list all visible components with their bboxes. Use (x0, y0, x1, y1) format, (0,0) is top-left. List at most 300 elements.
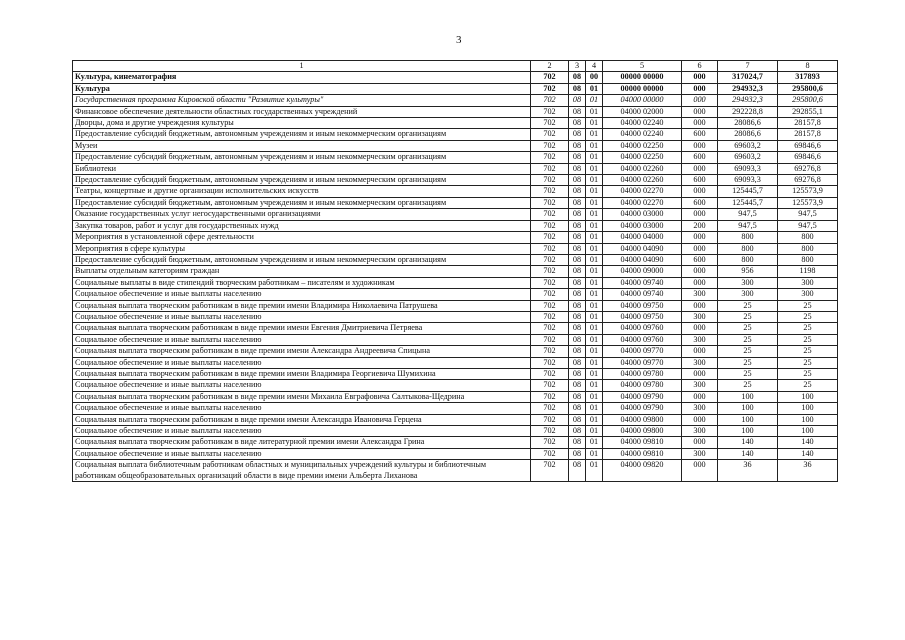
row-value-cell: 702 (531, 357, 569, 368)
row-value-cell: 01 (586, 357, 603, 368)
row-value-cell: 08 (569, 140, 586, 151)
row-value-cell: 08 (569, 414, 586, 425)
row-value-cell: 140 (718, 437, 778, 448)
row-value-cell: 125445,7 (718, 197, 778, 208)
row-name-cell: Дворцы, дома и другие учреждения культуры (73, 118, 531, 129)
table-row (73, 277, 838, 288)
table-row (73, 106, 838, 117)
row-value-cell: 08 (569, 163, 586, 174)
row-value-cell: 300 (682, 334, 718, 345)
row-value-cell: 947,5 (718, 220, 778, 231)
row-value-cell: 08 (569, 118, 586, 129)
row-value-cell: 08 (569, 277, 586, 288)
row-value-cell: 08 (569, 83, 586, 94)
row-value-cell: 317024,7 (718, 72, 778, 83)
header-cell: 7 (718, 61, 778, 72)
row-value-cell: 25 (778, 311, 838, 322)
table-row (73, 186, 838, 197)
row-value-cell: 702 (531, 426, 569, 437)
row-value-cell: 702 (531, 232, 569, 243)
row-value-cell: 702 (531, 346, 569, 357)
row-value-cell: 01 (586, 266, 603, 277)
row-value-cell: 01 (586, 323, 603, 334)
row-value-cell: 000 (682, 83, 718, 94)
row-value-cell: 08 (569, 346, 586, 357)
row-value-cell: 000 (682, 437, 718, 448)
row-value-cell: 294932,3 (718, 95, 778, 106)
row-value-cell: 702 (531, 437, 569, 448)
row-value-cell: 295800,6 (778, 95, 838, 106)
row-value-cell: 08 (569, 209, 586, 220)
table-row (73, 334, 838, 345)
row-value-cell: 01 (586, 437, 603, 448)
row-value-cell: 702 (531, 323, 569, 334)
row-value-cell: 28086,6 (718, 118, 778, 129)
table-row (73, 175, 838, 186)
row-value-cell: 702 (531, 311, 569, 322)
row-value-cell: 702 (531, 95, 569, 106)
row-value-cell: 702 (531, 254, 569, 265)
row-value-cell: 702 (531, 197, 569, 208)
table-row (73, 346, 838, 357)
row-value-cell: 702 (531, 129, 569, 140)
row-value-cell: 100 (718, 391, 778, 402)
row-value-cell: 04000 03000 (603, 209, 682, 220)
row-value-cell: 01 (586, 83, 603, 94)
row-value-cell: 25 (718, 380, 778, 391)
row-name-cell: Выплаты отдельным категориям граждан (73, 266, 531, 277)
row-value-cell: 01 (586, 243, 603, 254)
row-value-cell: 01 (586, 186, 603, 197)
row-value-cell: 100 (718, 403, 778, 414)
row-value-cell: 702 (531, 300, 569, 311)
row-value-cell: 01 (586, 197, 603, 208)
row-value-cell: 01 (586, 346, 603, 357)
row-value-cell: 000 (682, 414, 718, 425)
row-value-cell: 300 (718, 289, 778, 300)
row-value-cell: 08 (569, 106, 586, 117)
row-value-cell: 294932,3 (718, 83, 778, 94)
row-value-cell: 01 (586, 254, 603, 265)
row-value-cell: 04000 03000 (603, 220, 682, 231)
row-name-cell: Оказание государственных услуг негосударственными организациями (73, 209, 531, 220)
row-value-cell: 800 (718, 243, 778, 254)
row-name-cell: Музеи (73, 140, 531, 151)
row-value-cell: 04000 09780 (603, 380, 682, 391)
row-value-cell: 702 (531, 334, 569, 345)
row-value-cell: 08 (569, 426, 586, 437)
row-value-cell: 28157,8 (778, 129, 838, 140)
row-value-cell: 800 (718, 232, 778, 243)
row-value-cell: 702 (531, 220, 569, 231)
table-row (73, 368, 838, 379)
table-row (73, 163, 838, 174)
table-row (73, 414, 838, 425)
row-value-cell: 69846,6 (778, 140, 838, 151)
header-cell: 2 (531, 61, 569, 72)
row-name-cell: Финансовое обеспечение деятельности областных государственных учреждений (73, 106, 531, 117)
header-cell: 6 (682, 61, 718, 72)
row-value-cell: 01 (586, 232, 603, 243)
table-row (73, 289, 838, 300)
row-value-cell: 01 (586, 95, 603, 106)
table-header-row (73, 61, 838, 72)
row-value-cell: 69846,6 (778, 152, 838, 163)
row-value-cell: 000 (682, 72, 718, 83)
row-value-cell: 25 (718, 357, 778, 368)
row-value-cell: 08 (569, 266, 586, 277)
row-value-cell: 25 (718, 346, 778, 357)
row-value-cell: 300 (718, 277, 778, 288)
row-value-cell: 04000 09760 (603, 323, 682, 334)
row-value-cell: 702 (531, 460, 569, 482)
row-value-cell: 25 (778, 368, 838, 379)
row-value-cell: 300 (778, 277, 838, 288)
row-name-cell: Социальное обеспечение и иные выплаты населению (73, 289, 531, 300)
row-value-cell: 000 (682, 209, 718, 220)
row-value-cell: 04000 09810 (603, 437, 682, 448)
table-row (73, 403, 838, 414)
row-value-cell: 300 (778, 289, 838, 300)
row-value-cell: 702 (531, 106, 569, 117)
row-value-cell: 25 (778, 334, 838, 345)
row-name-cell: Театры, концертные и другие организации исполнительских искусств (73, 186, 531, 197)
row-value-cell: 600 (682, 129, 718, 140)
table-row (73, 209, 838, 220)
row-name-cell: Социальная выплата творческим работникам в виде премии имени Владимира Георгиевича Шумихина (73, 368, 531, 379)
row-value-cell: 000 (682, 118, 718, 129)
row-value-cell: 04000 09760 (603, 334, 682, 345)
row-value-cell: 04000 02260 (603, 163, 682, 174)
row-value-cell: 702 (531, 243, 569, 254)
row-value-cell: 25 (718, 334, 778, 345)
row-value-cell: 04000 09800 (603, 414, 682, 425)
table-row (73, 118, 838, 129)
row-name-cell: Культура, кинематография (73, 72, 531, 83)
row-value-cell: 04000 02260 (603, 175, 682, 186)
table-row (73, 152, 838, 163)
row-value-cell: 702 (531, 380, 569, 391)
row-value-cell: 08 (569, 368, 586, 379)
row-value-cell: 600 (682, 152, 718, 163)
row-value-cell: 04000 09780 (603, 368, 682, 379)
table-row (73, 391, 838, 402)
row-value-cell: 600 (682, 254, 718, 265)
row-name-cell: Библиотеки (73, 163, 531, 174)
row-value-cell: 800 (778, 243, 838, 254)
row-name-cell: Социальная выплата библиотечным работникам областных и муниципальных учреждений культуры и библиотечным работникам общеобразовательных организаций области в виде премии имени Альберта Лиханова (73, 460, 531, 482)
table-row (73, 72, 838, 83)
row-value-cell: 702 (531, 186, 569, 197)
row-value-cell: 04000 09790 (603, 391, 682, 402)
row-value-cell: 300 (682, 426, 718, 437)
row-value-cell: 125445,7 (718, 186, 778, 197)
row-value-cell: 08 (569, 95, 586, 106)
row-value-cell: 947,5 (718, 209, 778, 220)
row-value-cell: 100 (718, 414, 778, 425)
row-name-cell: Социальное обеспечение и иные выплаты населению (73, 357, 531, 368)
row-value-cell: 08 (569, 391, 586, 402)
row-name-cell: Социальное обеспечение и иные выплаты населению (73, 311, 531, 322)
row-value-cell: 01 (586, 448, 603, 459)
row-value-cell: 04000 04090 (603, 254, 682, 265)
row-value-cell: 25 (778, 357, 838, 368)
row-value-cell: 08 (569, 152, 586, 163)
row-name-cell: Предоставление субсидий бюджетным, автономным учреждениям и иным некоммерческим организациям (73, 152, 531, 163)
row-value-cell: 01 (586, 368, 603, 379)
row-value-cell: 01 (586, 106, 603, 117)
row-name-cell: Социальное обеспечение и иные выплаты населению (73, 334, 531, 345)
row-value-cell: 000 (682, 277, 718, 288)
row-value-cell: 08 (569, 448, 586, 459)
row-value-cell: 04000 09000 (603, 266, 682, 277)
row-value-cell: 01 (586, 414, 603, 425)
row-value-cell: 08 (569, 380, 586, 391)
row-value-cell: 01 (586, 277, 603, 288)
row-value-cell: 08 (569, 197, 586, 208)
row-value-cell: 100 (718, 426, 778, 437)
row-value-cell: 69276,8 (778, 163, 838, 174)
table-row (73, 140, 838, 151)
row-value-cell: 600 (682, 175, 718, 186)
row-value-cell: 04000 09740 (603, 277, 682, 288)
table-row (73, 254, 838, 265)
row-value-cell: 04000 04000 (603, 232, 682, 243)
header-cell: 8 (778, 61, 838, 72)
row-value-cell: 04000 09800 (603, 426, 682, 437)
row-value-cell: 600 (682, 197, 718, 208)
row-value-cell: 08 (569, 460, 586, 482)
row-value-cell: 00000 00000 (603, 72, 682, 83)
page-number: 3 (456, 34, 462, 46)
row-name-cell: Социальная выплата творческим работникам в виде премии имени Михаила Евграфовича Салтыкова-Щедрина (73, 391, 531, 402)
row-value-cell: 702 (531, 289, 569, 300)
row-value-cell: 200 (682, 220, 718, 231)
row-value-cell: 100 (778, 403, 838, 414)
row-value-cell: 800 (778, 232, 838, 243)
table-row (73, 243, 838, 254)
row-value-cell: 956 (718, 266, 778, 277)
row-value-cell: 25 (778, 300, 838, 311)
row-value-cell: 01 (586, 175, 603, 186)
row-name-cell: Предоставление субсидий бюджетным, автономным учреждениям и иным некоммерческим организациям (73, 197, 531, 208)
row-value-cell: 000 (682, 266, 718, 277)
row-value-cell: 702 (531, 391, 569, 402)
row-name-cell: Социальная выплата творческим работникам в виде премии имени Александра Ивановича Герцена (73, 414, 531, 425)
row-value-cell: 25 (718, 368, 778, 379)
row-value-cell: 947,5 (778, 209, 838, 220)
table-row (73, 426, 838, 437)
row-value-cell: 04000 09770 (603, 357, 682, 368)
row-value-cell: 25 (778, 380, 838, 391)
row-value-cell: 08 (569, 437, 586, 448)
row-name-cell: Социальная выплата творческим работникам в виде премии имени Владимира Николаевича Патрушева (73, 300, 531, 311)
row-name-cell: Предоставление субсидий бюджетным, автономным учреждениям и иным некоммерческим организациям (73, 254, 531, 265)
table-row (73, 95, 838, 106)
row-value-cell: 08 (569, 129, 586, 140)
row-name-cell: Мероприятия в сфере культуры (73, 243, 531, 254)
row-value-cell: 04000 09750 (603, 311, 682, 322)
row-value-cell: 25 (778, 323, 838, 334)
budget-table (72, 60, 838, 482)
row-value-cell: 300 (682, 311, 718, 322)
row-value-cell: 08 (569, 289, 586, 300)
row-value-cell: 28157,8 (778, 118, 838, 129)
row-value-cell: 100 (778, 414, 838, 425)
row-value-cell: 702 (531, 163, 569, 174)
row-value-cell: 04000 09820 (603, 460, 682, 482)
row-name-cell: Социальные выплаты в виде стипендий творческим работникам – писателям и художникам (73, 277, 531, 288)
table-row (73, 380, 838, 391)
row-value-cell: 702 (531, 83, 569, 94)
table-row (73, 197, 838, 208)
row-value-cell: 01 (586, 209, 603, 220)
row-value-cell: 08 (569, 72, 586, 83)
table-row (73, 83, 838, 94)
row-value-cell: 702 (531, 152, 569, 163)
row-value-cell: 08 (569, 334, 586, 345)
row-value-cell: 36 (778, 460, 838, 482)
row-value-cell: 702 (531, 72, 569, 83)
row-value-cell: 800 (718, 254, 778, 265)
row-name-cell: Социальное обеспечение и иные выплаты населению (73, 403, 531, 414)
row-value-cell: 300 (682, 289, 718, 300)
row-value-cell: 04000 00000 (603, 95, 682, 106)
table-row (73, 311, 838, 322)
row-value-cell: 08 (569, 232, 586, 243)
row-value-cell: 08 (569, 403, 586, 414)
row-value-cell: 000 (682, 323, 718, 334)
row-value-cell: 317893 (778, 72, 838, 83)
row-value-cell: 125573,9 (778, 186, 838, 197)
row-value-cell: 01 (586, 152, 603, 163)
row-name-cell: Государственная программа Кировской области "Развитие культуры" (73, 95, 531, 106)
row-value-cell: 300 (682, 357, 718, 368)
row-value-cell: 000 (682, 391, 718, 402)
row-value-cell: 04000 02240 (603, 129, 682, 140)
row-value-cell: 702 (531, 403, 569, 414)
header-cell: 1 (73, 61, 531, 72)
row-value-cell: 01 (586, 140, 603, 151)
row-value-cell: 100 (778, 391, 838, 402)
row-value-cell: 04000 04090 (603, 243, 682, 254)
row-name-cell: Предоставление субсидий бюджетным, автономным учреждениям и иным некоммерческим организациям (73, 175, 531, 186)
row-value-cell: 300 (682, 403, 718, 414)
row-value-cell: 25 (718, 323, 778, 334)
row-value-cell: 1198 (778, 266, 838, 277)
row-value-cell: 69603,2 (718, 152, 778, 163)
row-name-cell: Социальное обеспечение и иные выплаты населению (73, 380, 531, 391)
row-value-cell: 000 (682, 163, 718, 174)
row-value-cell: 125573,9 (778, 197, 838, 208)
row-value-cell: 000 (682, 186, 718, 197)
row-name-cell: Социальное обеспечение и иные выплаты населению (73, 426, 531, 437)
row-value-cell: 295800,6 (778, 83, 838, 94)
row-value-cell: 702 (531, 448, 569, 459)
row-value-cell: 01 (586, 220, 603, 231)
row-value-cell: 140 (718, 448, 778, 459)
row-value-cell: 01 (586, 163, 603, 174)
row-value-cell: 04000 09750 (603, 300, 682, 311)
row-value-cell: 292228,8 (718, 106, 778, 117)
row-value-cell: 08 (569, 186, 586, 197)
row-value-cell: 69093,3 (718, 163, 778, 174)
table-row (73, 220, 838, 231)
row-value-cell: 01 (586, 426, 603, 437)
row-value-cell: 08 (569, 243, 586, 254)
row-value-cell: 01 (586, 380, 603, 391)
row-value-cell: 000 (682, 368, 718, 379)
row-value-cell: 08 (569, 311, 586, 322)
table-row (73, 300, 838, 311)
row-value-cell: 04000 02250 (603, 140, 682, 151)
row-value-cell: 69093,3 (718, 175, 778, 186)
row-value-cell: 140 (778, 448, 838, 459)
row-value-cell: 69603,2 (718, 140, 778, 151)
row-value-cell: 01 (586, 334, 603, 345)
row-value-cell: 01 (586, 289, 603, 300)
row-value-cell: 01 (586, 460, 603, 482)
row-value-cell: 702 (531, 414, 569, 425)
row-value-cell: 28086,6 (718, 129, 778, 140)
row-value-cell: 04000 02270 (603, 186, 682, 197)
row-value-cell: 25 (718, 300, 778, 311)
table-row (73, 357, 838, 368)
row-value-cell: 800 (778, 254, 838, 265)
row-value-cell: 04000 02240 (603, 118, 682, 129)
row-value-cell: 04000 02270 (603, 197, 682, 208)
row-name-cell: Социальное обеспечение и иные выплаты населению (73, 448, 531, 459)
row-value-cell: 04000 02250 (603, 152, 682, 163)
row-value-cell: 000 (682, 95, 718, 106)
row-value-cell: 292855,1 (778, 106, 838, 117)
row-value-cell: 08 (569, 357, 586, 368)
row-value-cell: 140 (778, 437, 838, 448)
row-value-cell: 702 (531, 209, 569, 220)
table-row (73, 460, 838, 482)
row-value-cell: 01 (586, 300, 603, 311)
row-name-cell: Социальная выплата творческим работникам в виде премии имени Александра Андреевича Спицына (73, 346, 531, 357)
row-value-cell: 04000 09740 (603, 289, 682, 300)
row-value-cell: 702 (531, 277, 569, 288)
row-value-cell: 000 (682, 300, 718, 311)
row-value-cell: 25 (778, 346, 838, 357)
row-name-cell: Социальная выплата творческим работникам в виде премии имени Евгения Дмитриевича Петряева (73, 323, 531, 334)
row-value-cell: 702 (531, 140, 569, 151)
row-value-cell: 100 (778, 426, 838, 437)
header-cell: 3 (569, 61, 586, 72)
table-row (73, 266, 838, 277)
row-value-cell: 08 (569, 254, 586, 265)
row-value-cell: 01 (586, 311, 603, 322)
header-cell: 5 (603, 61, 682, 72)
row-value-cell: 300 (682, 448, 718, 459)
row-value-cell: 01 (586, 118, 603, 129)
row-value-cell: 00000 00000 (603, 83, 682, 94)
row-value-cell: 01 (586, 391, 603, 402)
row-name-cell: Социальная выплата творческим работникам в виде литературной премии имени Александра Грина (73, 437, 531, 448)
row-name-cell: Мероприятия в установленной сфере деятельности (73, 232, 531, 243)
row-value-cell: 08 (569, 323, 586, 334)
row-value-cell: 947,5 (778, 220, 838, 231)
row-value-cell: 04000 02000 (603, 106, 682, 117)
row-value-cell: 01 (586, 403, 603, 414)
table-row (73, 437, 838, 448)
row-name-cell: Закупка товаров, работ и услуг для государственных нужд (73, 220, 531, 231)
row-value-cell: 04000 09810 (603, 448, 682, 459)
row-value-cell: 08 (569, 300, 586, 311)
row-value-cell: 04000 09790 (603, 403, 682, 414)
